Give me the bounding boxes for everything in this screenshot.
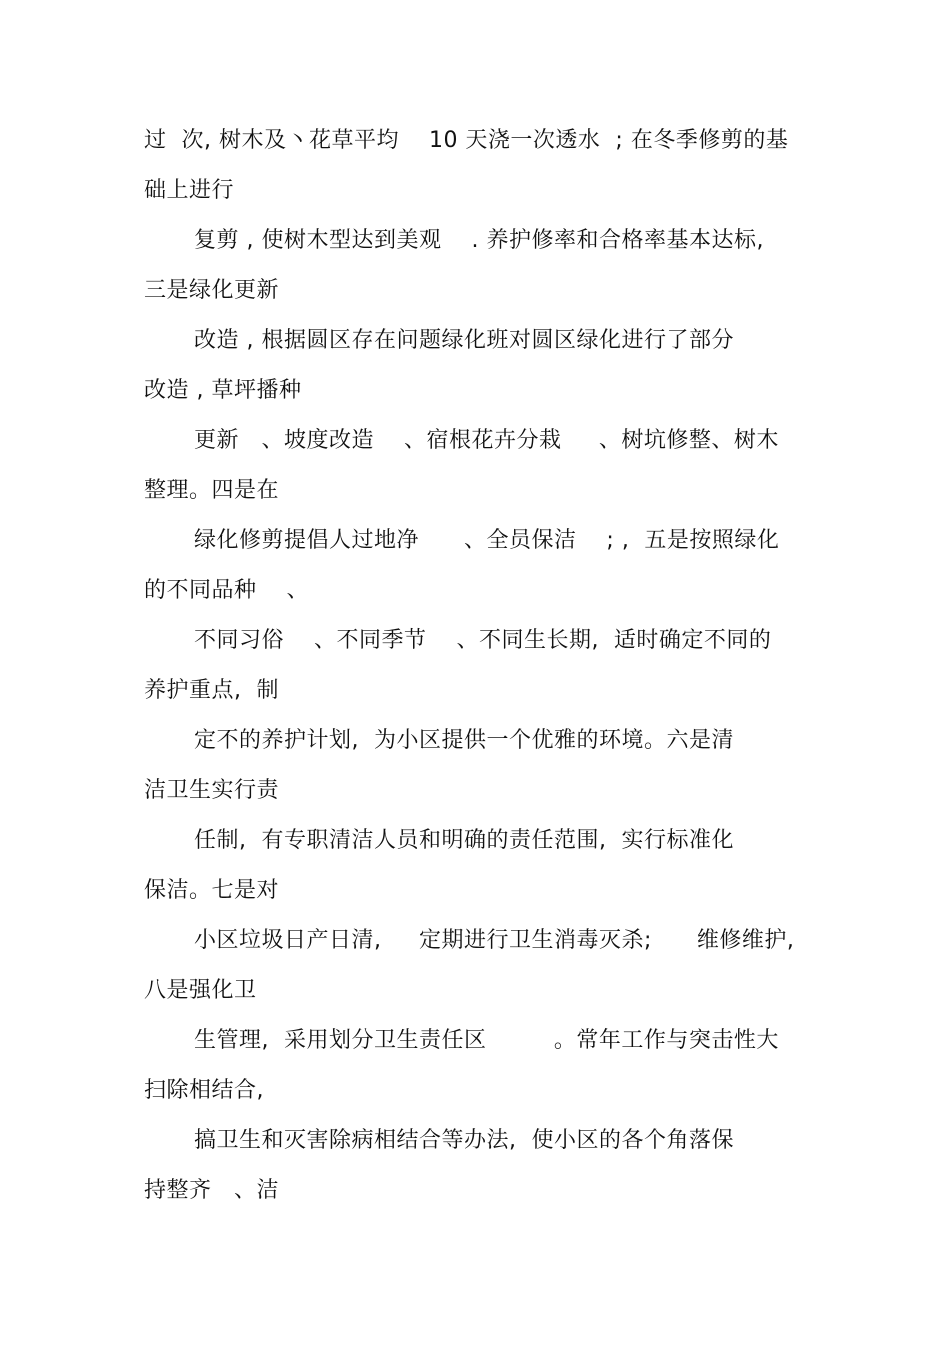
text-line-1: 过 次, 树木及丶花草平均 10 天浇一次透水 ; 在冬季修剪的基: [144, 128, 789, 153]
text-line-10: 的不同品种 、: [144, 578, 309, 603]
text-line-22: 持整齐 、洁: [144, 1178, 279, 1203]
text-line-19: 生管理, 采用划分卫生责任区 。常年工作与突击性大: [194, 1028, 779, 1053]
text-line-13: 定不的养护计划, 为小区提供一个优雅的环境。六是清: [194, 728, 734, 753]
text-line-12: 养护重点, 制: [144, 678, 279, 703]
text-line-7: 更新 、坡度改造 、宿根花卉分栽 、树坑修整、树木: [194, 428, 779, 453]
text-line-18: 八是强化卫: [144, 978, 257, 1003]
text-line-3: 复剪 , 使树木型达到美观 . 养护修率和合格率基本达标,: [194, 228, 764, 253]
text-line-17: 小区垃圾日产日清, 定期进行卫生消毒灭杀; 维修维护,: [194, 928, 795, 953]
text-line-14: 洁卫生实行责: [144, 778, 280, 803]
text-line-20: 扫除相结合,: [144, 1078, 264, 1103]
text-line-2: 础上进行: [144, 178, 235, 203]
text-line-21: 搞卫生和灭害除病相结合等办法, 使小区的各个角落保: [194, 1128, 734, 1153]
text-line-16: 保洁。七是对: [144, 878, 280, 903]
text-line-11: 不同习俗 、不同季节 、不同生长期, 适时确定不同的: [194, 628, 772, 653]
text-line-6: 改造 , 草坪播种: [144, 378, 302, 403]
text-line-15: 任制, 有专职清洁人员和明确的责任范围, 实行标准化: [194, 828, 734, 853]
text-line-8: 整理。四是在: [144, 478, 280, 503]
text-line-9: 绿化修剪提倡人过地净 、全员保洁 ; , 五是按照绿化: [194, 528, 780, 553]
text-line-4: 三是绿化更新: [144, 278, 280, 303]
text-line-5: 改造 , 根据圆区存在问题绿化班对圆区绿化进行了部分: [194, 328, 734, 353]
